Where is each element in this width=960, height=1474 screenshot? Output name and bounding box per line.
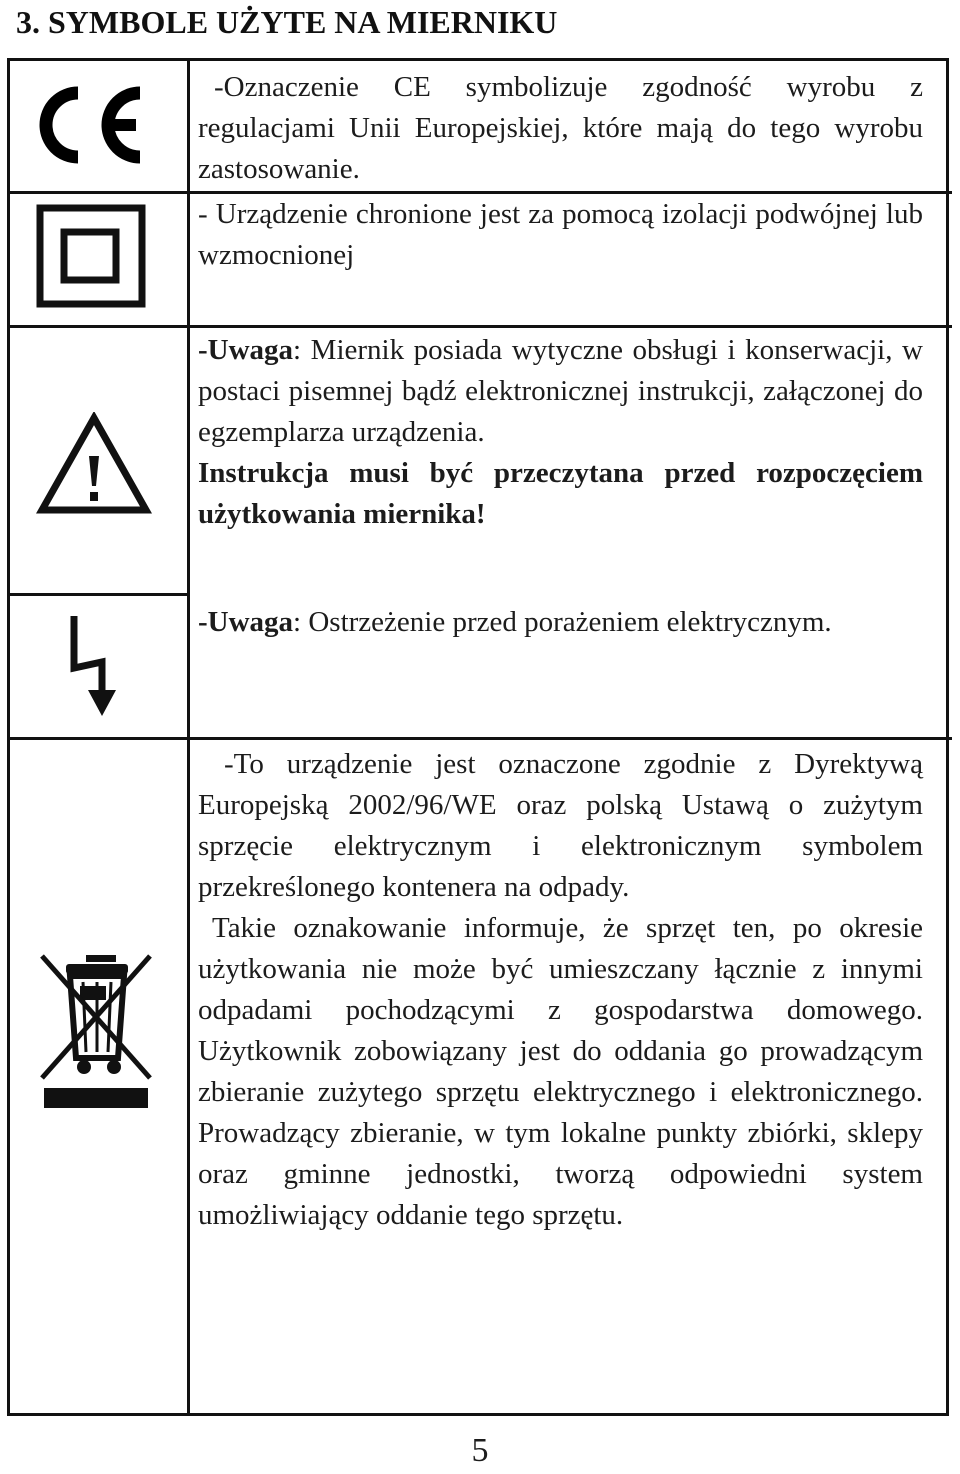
insulation-description [198, 194, 923, 276]
ce-text: -Oznaczenie CE symbolizuje zgodność wyrobu z regulacjami Unii Europejskiej, które mają do tego wyrobu zastosowanie. [198, 71, 923, 185]
row-divider [10, 737, 952, 740]
insulation-text: - Urządzenie chronione jest za pomocą izolacji podwójnej lub wzmocnionej [198, 198, 923, 271]
weee-text-2: Takie oznakowanie informuje, że sprzęt ten, po okresie użytkowania nie może być umieszczany łącznie z innymi odpadami pochodzącymi z gospodarstwa domowego. Użytkownik zobowiązany jest do oddania go prowadzącym zbieranie zużytego sprzętu elektrycznego i elektronicznego. Prowadzący zbieranie, w tym lokalne punkty zbiórki, sklepy oraz gminne jednostki, tworzą odpowiedni system umożliwiający oddanie tego sprzętu. [198, 912, 923, 1231]
shock-label: -Uwaga [198, 606, 294, 638]
caution-label: -Uwaga [198, 334, 294, 366]
caution-description [198, 330, 923, 535]
shock-text: : Ostrzeżenie przed porażeniem elektrycznym. [293, 606, 832, 638]
caution-bold-text: Instrukcja musi być przeczytana przed rozpoczęciem użytkowania miernika! [198, 457, 923, 530]
weee-text-1: -To urządzenie jest oznaczone zgodnie z Dyrektywą Europejską 2002/96/WE oraz polską Ustawą o zużytym sprzęcie elektrycznym i elektronicznym symbolem przekreślonego kontenera na odpady. [198, 748, 923, 903]
caution-text: : Miernik posiada wytyczne obsługi i konserwacji, w postaci pisemnej bądź elektronicznej instrukcji, załączonej do egzemplarza urządzenia. [198, 334, 923, 448]
ce-mark-icon [30, 80, 155, 170]
double-insulation-icon [36, 204, 146, 308]
warning-triangle-icon [36, 412, 152, 516]
lightning-bolt-icon [62, 612, 122, 718]
shock-description [198, 597, 923, 647]
page-number: 5 [471, 1432, 489, 1469]
ce-description [198, 67, 923, 190]
section-title: 3. SYMBOLE UŻYTE NA MIERNIKU [16, 4, 558, 40]
row-divider [10, 593, 187, 596]
crossed-out-bin-icon [36, 950, 156, 1112]
row-divider [10, 325, 952, 328]
weee-description [198, 744, 923, 1236]
